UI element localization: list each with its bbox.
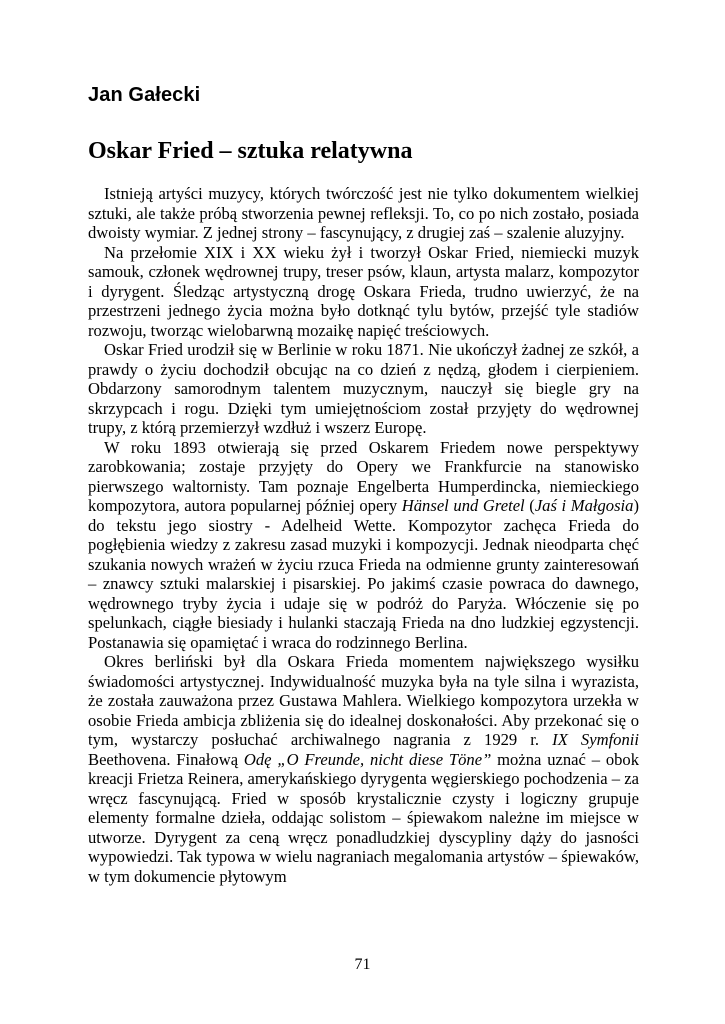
text-run: Beethovena. Finałową	[88, 749, 244, 769]
opera-title-german: Hänsel und Gretel	[401, 496, 525, 515]
author-name: Jan Gałecki	[88, 84, 201, 106]
text-run: (	[524, 496, 535, 515]
text-run: Na przełomie XIX i XX wieku żył i tworzył Oskar Fried, niemiecki muzyk samouk, członek wędrownej trupy, treser psów, klaun, artysta malarz, kompozytor i dyrygent. Śledząc artystyczną drogę Oskara Frieda, trudno uwierzyć, że na przestrzeni jednego życia można było dotknąć tylu bytów, przejść tyle stadiów rozwoju, tworząc wielobarwną mozaikę napięć treściowych.	[88, 242, 639, 340]
text-run: Oskar Fried urodził się w Berlinie w roku 1871. Nie ukończył żadnej ze szkół, a prawdy o życiu dochodził obcując na co dzień z nędzą, głodem i cierpieniem. Obdarzony samorodnym talentem muzycznym, nauczył się biegle gry na skrzypcach i rogu. Dzięki tym umiejętnościom został przyjęty do wędrownej trupy, z którą przemierzył wzdłuż i wszerz Europę.	[88, 340, 639, 437]
article-body	[88, 184, 639, 886]
ode-title: Odę „O Freunde, nicht diese Töne”	[243, 749, 492, 769]
article-title: Oskar Fried – sztuka relatywna	[88, 138, 413, 164]
paragraph	[88, 438, 639, 653]
symphony-title: IX Symfonii	[552, 730, 640, 749]
text-run: Istnieją artyści muzycy, których twórczość jest nie tylko dokumentem wielkiej sztuki, ale także próbą stworzenia pewnej refleksji. To, co po nich zostało, posiada dwoisty wymiar. Z jednej strony – fascynujący, z drugiej zaś – szalenie aluzyjny.	[88, 184, 639, 242]
text-run: Okres berliński był dla Oskara Frieda momentem największego wysiłku świadomości artystycznej. Indywidualność muzyka była na tyle silna i wyrazista, że została zauważona przez Gustawa Mahlera. Wielkiego kompozytora urzekła w osobie Frieda ambicja zbliżenia się do idealnej doskonałości. Aby przekonać się o tym, wystarczy posłuchać archiwalnego nagrania z 1929 r.	[88, 652, 639, 749]
text-run: W roku 1893 otwierają się przed Oskarem Friedem nowe perspektywy zarobkowania; zostaje przyjęty do Opery we Frankfurcie na stanowisko pierwszego waltornisty. Tam poznaje Engelberta Humperdincka, niemieckiego kompozytora, autora popularnej później opery	[88, 437, 639, 515]
text-run: ) do tekstu jego siostry - Adelheid Wette. Kompozytor zachęca Frieda do pogłębienia wiedzy z zakresu zasad muzyki i kompozycji. Jednak nieodparta chęć szukania nowych wrażeń w życiu rzuca Frieda na odmienne grunty zainteresowań – znawcy sztuki malarskiej i pisarskiej. Po jakimś czasie powraca do dawnego, wędrownego tryby życia i udaje się w podróż do Paryża. Włóczenie się po spelunkach, ciągłe biesiady i hulanki staczają Frieda na dno ludzkiej egzystencji. Postanawia się opamiętać i wraca do rodzinnego Berlina.	[88, 496, 639, 652]
paragraph	[88, 184, 639, 243]
page-number: 71	[354, 956, 371, 973]
text-run: można uznać – obok kreacji Frietza Reinera, amerykańskiego dyrygenta węgierskiego pochodzenia – za wręcz fascynującą. Fried w sposób krystalicznie czysty i logiczny grupuje elementy formalne dzieła, oddając solistom – śpiewakom należne im miejsce w utworze. Dyrygent za ceną wręcz ponadludzkiej dyscypliny dąży do jasności wypowiedzi. Tak typowa w wielu nagraniach megalomania artystów – śpiewaków, w tym dokumencie płytowym	[88, 749, 640, 886]
opera-title-polish: Jaś i Małgosia	[534, 496, 634, 515]
paragraph	[88, 340, 639, 438]
paragraph	[88, 243, 639, 341]
paragraph	[88, 652, 639, 886]
